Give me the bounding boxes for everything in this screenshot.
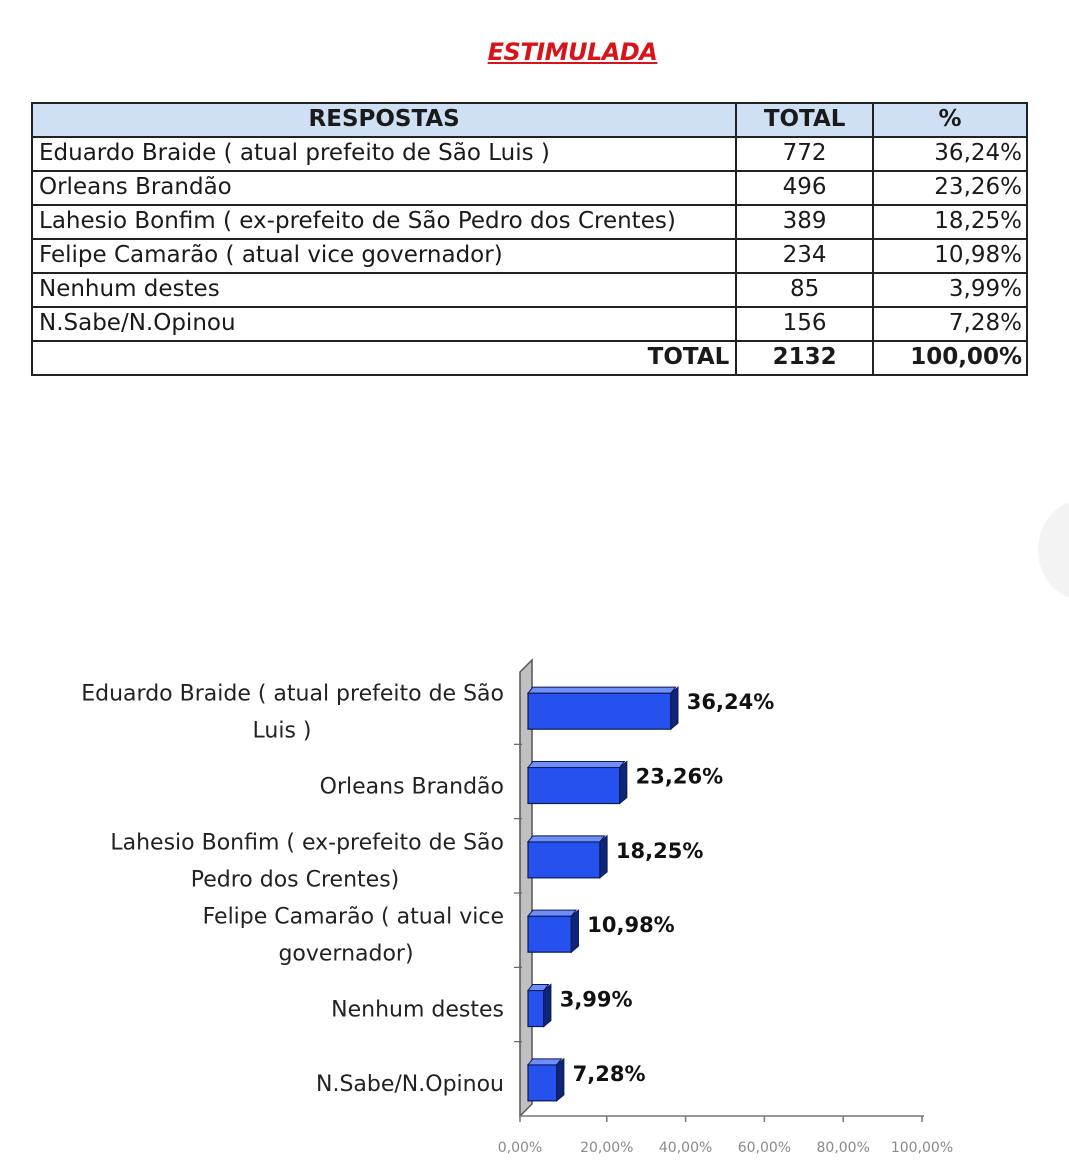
table-row [32,171,1027,205]
row-resposta: Felipe Camarão ( atual vice governador) [32,239,736,273]
scroll-edge-decoration [1038,500,1069,600]
x-tick-label: 80,00% [816,1140,870,1156]
row-total: 234 [736,239,873,273]
value-label: 36,24% [686,690,775,715]
category-label: Eduardo Braide ( atual prefeito de São [81,681,504,707]
category-label: Luis ) [252,718,312,744]
row-percent: 3,99% [873,273,1027,307]
value-label: 7,28% [572,1061,646,1086]
header-respostas: RESPOSTAS [32,103,736,137]
value-label: 3,99% [559,987,633,1012]
row-total: 772 [736,137,873,171]
row-percent: 23,26% [873,171,1027,205]
category-label: Nenhum destes [331,997,504,1023]
table-total-row [32,341,1027,375]
x-tick-label: 20,00% [580,1140,634,1156]
row-resposta: Nenhum destes [32,273,736,307]
table-header-row [32,103,1027,137]
row-total: 85 [736,273,873,307]
header-percent: % [873,103,1027,137]
bars [514,687,678,1101]
total-count: 2132 [736,341,873,375]
value-label: 10,98% [587,913,675,938]
category-label: Lahesio Bonfim ( ex-prefeito de São [110,830,504,856]
x-tick-label: 100,00% [890,1140,954,1156]
header-total: TOTAL [736,103,873,137]
row-percent: 18,25% [873,205,1027,239]
category-labels [81,682,504,1097]
table-row [32,307,1027,341]
category-label: governador) [278,941,414,967]
category-label: N.Sabe/N.Opinou [316,1071,504,1097]
total-percent: 100,00% [873,341,1027,375]
bar [528,985,551,1027]
row-resposta: Eduardo Braide ( atual prefeito de São Luis ) [32,137,736,171]
table-row [32,273,1027,307]
bar [528,1059,564,1101]
page-title: ESTIMULADA [487,38,658,66]
row-percent: 36,24% [873,137,1027,171]
bar [528,762,627,804]
category-label: Orleans Brandão [319,774,504,800]
row-percent: 7,28% [873,307,1027,341]
x-tick-label: 40,00% [658,1140,713,1156]
bar-chart [0,640,1069,1173]
row-total: 389 [736,205,873,239]
category-label: Pedro dos Crentes) [190,867,400,893]
bar [528,910,578,952]
results-table [31,102,1028,376]
bar [528,687,678,729]
row-resposta: Orleans Brandão [32,171,736,205]
value-labels [560,690,775,1086]
x-tick-label: 60,00% [737,1140,792,1156]
bar [528,836,607,878]
value-label: 18,25% [615,838,704,863]
x-tick-label: 0,00% [497,1140,543,1156]
total-label: TOTAL [32,341,736,375]
table-row [32,137,1027,171]
category-label: Felipe Camarão ( atual vice [202,904,504,930]
row-resposta: Lahesio Bonfim ( ex-prefeito de São Pedro dos Crentes) [32,205,736,239]
x-axis-ticks [498,1116,953,1156]
value-label: 23,26% [635,764,724,789]
row-total: 496 [736,171,873,205]
row-total: 156 [736,307,873,341]
row-resposta: N.Sabe/N.Opinou [32,307,736,341]
table-row [32,205,1027,239]
row-percent: 10,98% [873,239,1027,273]
table-row [32,239,1027,273]
